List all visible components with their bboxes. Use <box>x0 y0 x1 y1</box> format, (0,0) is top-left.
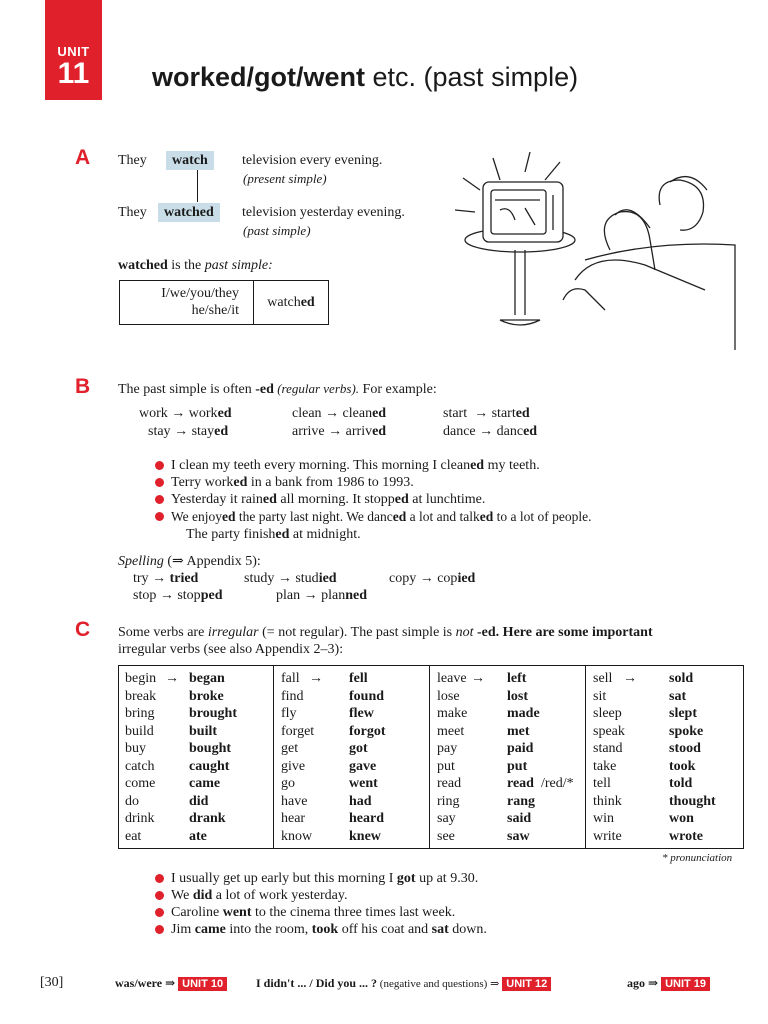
pronunciation-note: * pronunciation <box>662 852 733 864</box>
verb-past: ate <box>189 828 207 844</box>
verb-past: lost <box>507 688 528 704</box>
example-c-4: Jim came into the room, took off his coat and sat down. <box>171 922 487 937</box>
verb-past: did <box>189 793 209 809</box>
verb-past: put <box>507 758 528 774</box>
section-c-intro-2: irregular verbs (see also Appendix 2–3): <box>118 642 344 657</box>
verb-past: drank <box>189 811 226 826</box>
arrow-icon: → <box>623 671 637 686</box>
verb-past: met <box>507 723 530 739</box>
column-divider <box>429 666 430 848</box>
footer-ref-3: ago ⇒ UNIT 19 <box>627 975 710 993</box>
verb-past: stood <box>669 741 701 756</box>
verb-base: sit <box>593 688 607 704</box>
example-b-2: Terry worked in a bank from 1986 to 1993. <box>171 475 414 490</box>
footer-ref-1: was/were ⇒ UNIT 10 <box>115 975 227 993</box>
line2-verb: watched <box>158 203 220 222</box>
verb-base: fall <box>281 671 300 686</box>
spelling-label: Spelling (⇒ Appendix 5): <box>118 554 261 569</box>
verb-base: write <box>593 828 622 844</box>
irregular-verb-table <box>118 665 744 849</box>
verb-past: told <box>669 776 693 791</box>
verb-past: began <box>189 671 225 686</box>
verb-past: came <box>189 776 221 791</box>
verb-base: give <box>281 758 306 774</box>
line2-post: television yesterday evening. <box>242 205 405 220</box>
bullet-icon <box>155 925 164 934</box>
verb-past: had <box>349 793 372 809</box>
verb-past: built <box>189 723 218 739</box>
verb-past: forgot <box>349 723 386 739</box>
verb-past: read <box>507 776 534 791</box>
arrow-icon: → <box>471 671 485 686</box>
verb-base: ring <box>437 793 460 809</box>
table-caption: watched is the past simple: <box>118 258 273 273</box>
unit-12-link[interactable]: UNIT 12 <box>502 977 551 991</box>
example-b-1: I clean my teeth every morning. This morning I cleaned my teeth. <box>171 458 540 473</box>
bullet-icon <box>155 512 164 521</box>
verb-base: pay <box>437 741 458 756</box>
unit-19-link[interactable]: UNIT 19 <box>661 977 710 991</box>
spelling-study: study → studied <box>244 571 337 586</box>
verb-base: eat <box>125 828 142 844</box>
spelling-copy: copy → copied <box>389 571 476 586</box>
line1-verb: watch <box>166 151 214 170</box>
bullet-icon <box>155 461 164 470</box>
example-b-4: We enjoyed the party last night. We danced a lot and talked to a lot of people. <box>171 509 592 524</box>
section-a-letter: A <box>75 146 91 169</box>
verb-past: spoke <box>669 723 704 739</box>
example-b-5: The party finished at midnight. <box>186 527 361 542</box>
verb-past: bought <box>189 741 232 756</box>
verb-past: made <box>507 706 540 721</box>
verb-past: said <box>507 811 532 826</box>
unit-number: 11 <box>57 57 90 90</box>
example-c-1: I usually get up early but this morning I got up at 9.30. <box>171 871 479 886</box>
verb-base: fly <box>281 706 297 721</box>
bullet-icon <box>155 495 164 504</box>
regular-pair-start: start → started <box>443 406 530 421</box>
verb-base: win <box>593 811 614 826</box>
verb-base: catch <box>125 758 155 774</box>
verb-past: broke <box>189 688 224 704</box>
verb-past: rang <box>507 793 535 809</box>
verb-past: wrote <box>669 828 703 844</box>
verb-past: went <box>349 776 378 791</box>
verb-base: build <box>125 723 154 739</box>
title-bold: worked/got/went <box>152 62 366 92</box>
column-divider <box>585 666 586 848</box>
verb-base: forget <box>281 723 315 739</box>
verb-past: left <box>507 671 527 686</box>
regular-pair-dance: dance → danced <box>443 424 538 439</box>
verb-base: read <box>437 776 462 791</box>
line1-post: television every evening. <box>242 153 383 168</box>
verb-past: thought <box>669 793 716 809</box>
line1-pre: They <box>118 153 147 168</box>
section-b-letter: B <box>75 375 91 398</box>
section-b-intro: The past simple is often -ed (regular verbs). For example: <box>118 381 437 397</box>
verb-past: got <box>349 741 368 756</box>
spelling-plan: plan → planned <box>276 588 368 603</box>
verb-past: caught <box>189 758 230 774</box>
regular-pair-work: work → worked <box>139 406 232 421</box>
verb-base: speak <box>593 723 625 739</box>
regular-pair-clean: clean → cleaned <box>292 406 387 421</box>
verb-base: sell <box>593 671 613 686</box>
verb-base: break <box>125 688 157 704</box>
verb-past: found <box>349 688 385 704</box>
verb-base: take <box>593 758 617 774</box>
verb-base: make <box>437 706 468 721</box>
page-number: [30] <box>40 975 64 990</box>
verb-past: took <box>669 758 696 774</box>
verb-past: heard <box>349 811 384 826</box>
verb-base: bring <box>125 706 155 721</box>
page-title <box>152 62 578 93</box>
title-rest: etc. (past simple) <box>365 62 579 92</box>
verb-base: go <box>281 776 295 791</box>
verb-past: fell <box>349 671 368 686</box>
verb-base: stand <box>593 741 623 756</box>
tv-illustration <box>445 150 745 350</box>
verb-base: do <box>125 793 139 809</box>
spelling-stop: stop → stopped <box>133 588 223 603</box>
read-pronunciation: /red/* <box>541 776 574 791</box>
verb-base: say <box>437 811 456 826</box>
arrow-icon: → <box>165 671 179 686</box>
verb-past: flew <box>349 706 374 721</box>
verb-base: know <box>281 828 313 844</box>
column-divider <box>273 666 274 848</box>
regular-pair-arrive: arrive → arrived <box>292 424 387 439</box>
regular-pair-stay: stay → stayed <box>148 424 229 439</box>
verb-base: begin <box>125 671 157 686</box>
unit-tab <box>45 0 102 100</box>
bullet-icon <box>155 874 164 883</box>
verb-base: think <box>593 793 622 809</box>
verb-base: tell <box>593 776 611 791</box>
verb-past: paid <box>507 741 534 756</box>
pronouns-cell: I/we/you/they he/she/it <box>120 281 254 324</box>
line2-note: (past simple) <box>243 223 311 238</box>
bullet-icon <box>155 891 164 900</box>
bullet-icon <box>155 908 164 917</box>
verb-base: find <box>281 688 304 704</box>
verb-past: knew <box>349 828 381 844</box>
verb-past: won <box>669 811 694 826</box>
verb-past: slept <box>669 706 697 721</box>
verb-base: put <box>437 758 455 774</box>
bullet-icon <box>155 478 164 487</box>
arrow-icon: → <box>309 671 323 686</box>
verb-base: see <box>437 828 455 844</box>
connector-line <box>197 170 198 202</box>
verb-past: sat <box>669 688 687 704</box>
verb-base: sleep <box>593 706 622 721</box>
unit-10-link[interactable]: UNIT 10 <box>178 977 227 991</box>
verb-base: come <box>125 776 156 791</box>
spelling-try: try → tried <box>133 571 199 586</box>
verb-past: gave <box>349 758 377 774</box>
section-c-intro-1: Some verbs are irregular (= not regular). The past simple is not -ed. Here are some important <box>118 625 653 640</box>
verb-base: get <box>281 741 299 756</box>
past-simple-table <box>119 280 329 325</box>
watched-cell: watch ed <box>267 294 315 310</box>
line1-note: (present simple) <box>243 171 327 186</box>
verb-base: drink <box>125 811 155 826</box>
example-c-2: We did a lot of work yesterday. <box>171 888 348 903</box>
verb-base: leave <box>437 671 467 686</box>
verb-base: hear <box>281 811 306 826</box>
verb-base: buy <box>125 741 146 756</box>
footer-ref-2: I didn't ... / Did you ... ? (negative and questions) ⇒ UNIT 12 <box>256 975 551 993</box>
verb-base: meet <box>437 723 465 739</box>
example-b-3: Yesterday it rained all morning. It stopped at lunchtime. <box>171 492 486 507</box>
verb-base: lose <box>437 688 460 704</box>
verb-past: sold <box>669 671 694 686</box>
verb-base: have <box>281 793 308 809</box>
verb-past: brought <box>189 706 237 721</box>
example-c-3: Caroline went to the cinema three times last week. <box>171 905 456 920</box>
section-c-letter: C <box>75 618 91 641</box>
line2-pre: They <box>118 205 147 220</box>
unit-label: UNIT <box>57 44 90 59</box>
verb-past: saw <box>507 828 530 844</box>
